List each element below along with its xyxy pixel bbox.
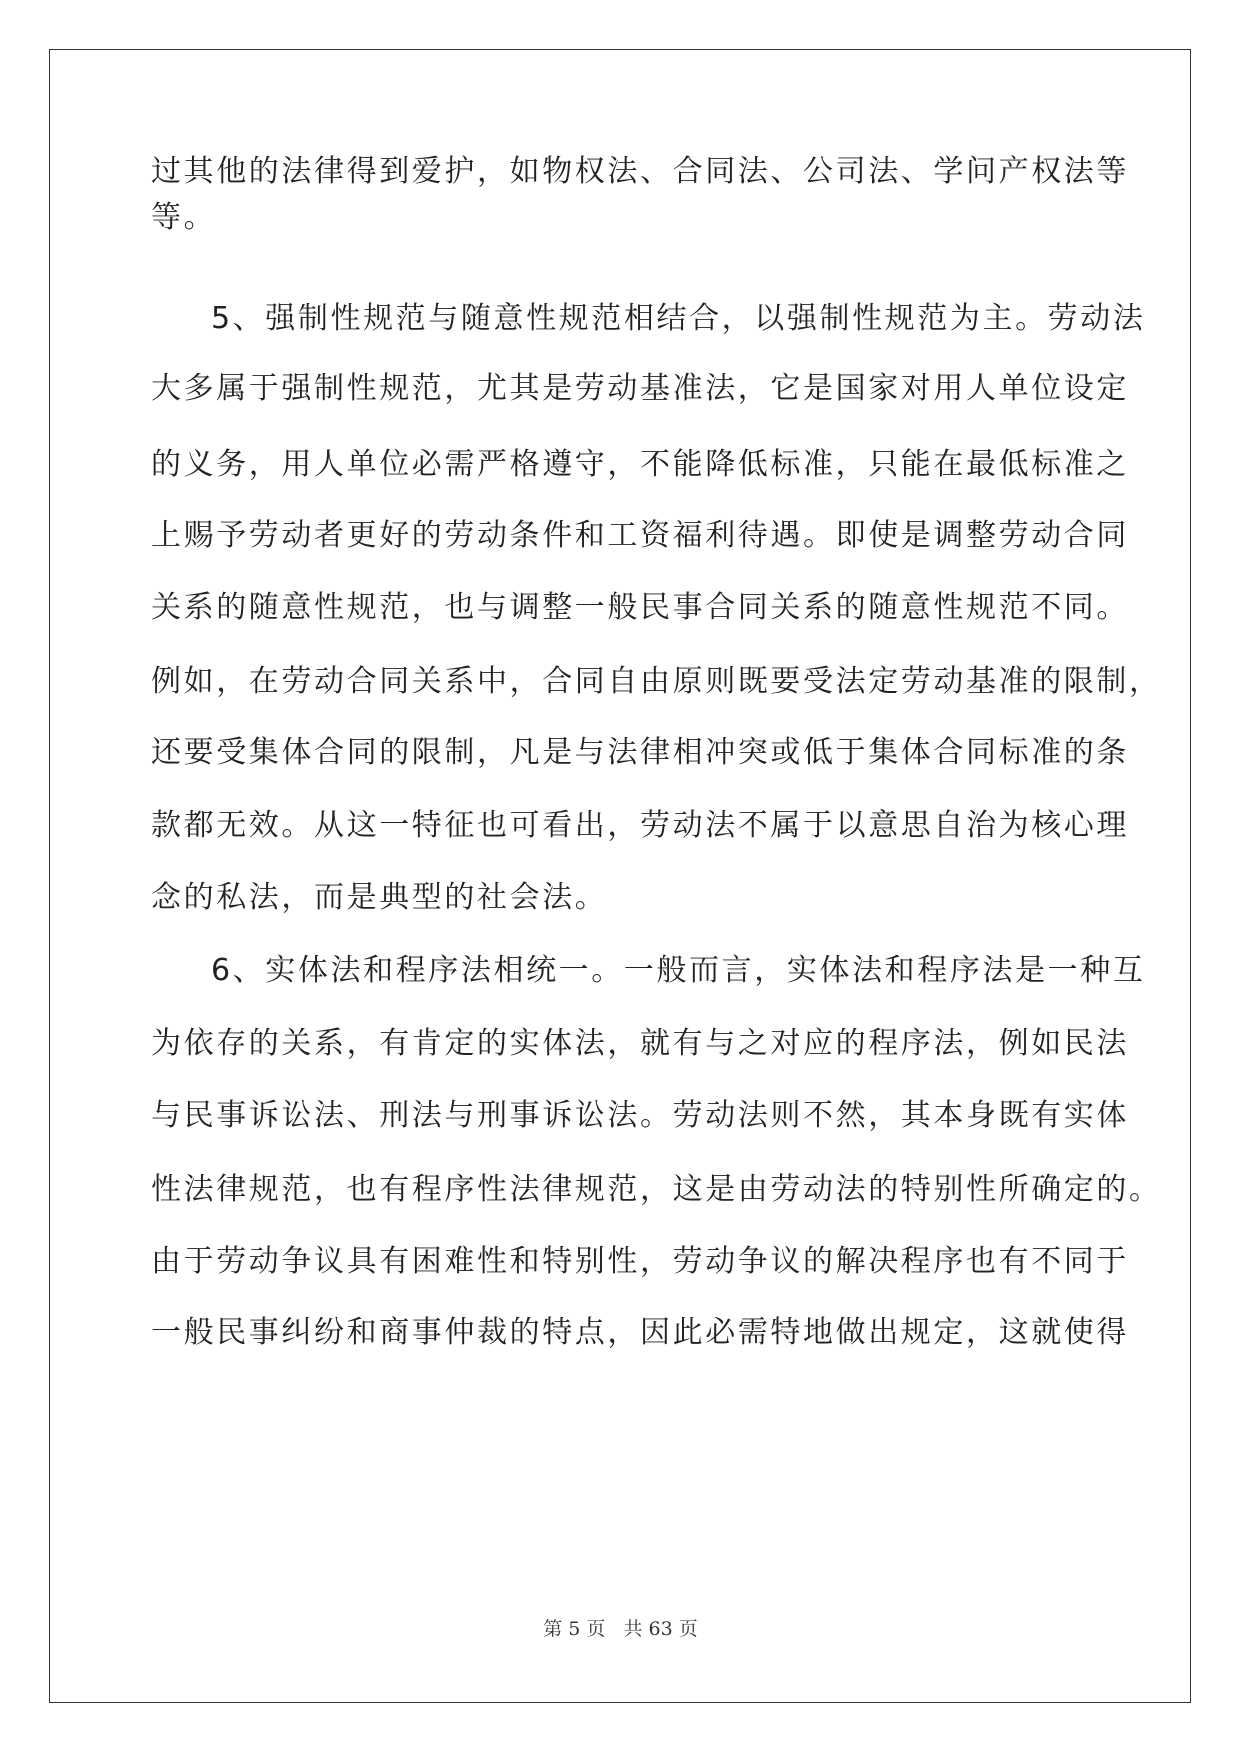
text-line: 大多属于强制性规范，尤其是劳动基准法，它是国家对用人单位设定 xyxy=(151,371,1129,406)
text-line: 例如，在劳动合同关系中，合同自由原则既要受法定劳动基准的限制， xyxy=(151,664,1162,699)
text-line: 还要受集体合同的限制，凡是与法律相冲突或低于集体合同标准的条 xyxy=(151,735,1129,770)
page-footer xyxy=(0,1614,1241,1641)
text-line: 等。 xyxy=(151,200,217,235)
text-line: 6、实体法和程序法相统一。一般而言，实体法和程序法是一种互 xyxy=(211,953,1146,988)
page-number: 第 5 页 共 63 页 xyxy=(543,1618,698,1640)
text-line: 由于劳动争议具有困难性和特别性，劳动争议的解决程序也有不同于 xyxy=(151,1244,1129,1279)
text-line: 念的私法，而是典型的社会法。 xyxy=(151,880,608,915)
text-line: 为依存的关系，有肯定的实体法，就有与之对应的程序法，例如民法 xyxy=(151,1026,1129,1061)
text-line: 的义务，用人单位必需严格遵守，不能降低标准，只能在最低标准之 xyxy=(151,447,1129,482)
page-border xyxy=(49,49,1191,1703)
text-line: 5、强制性规范与随意性规范相结合，以强制性规范为主。劳动法 xyxy=(211,301,1146,336)
text-line: 性法律规范，也有程序性法律规范，这是由劳动法的特别性所确定的。 xyxy=(151,1172,1162,1207)
text-line: 款都无效。从这一特征也可看出，劳动法不属于以意思自治为核心理 xyxy=(151,808,1129,843)
text-line: 与民事诉讼法、刑法与刑事诉讼法。劳动法则不然，其本身既有实体 xyxy=(151,1098,1129,1133)
text-line: 一般民事纠纷和商事仲裁的特点，因此必需特地做出规定，这就使得 xyxy=(151,1315,1129,1350)
text-line: 过其他的法律得到爱护，如物权法、合同法、公司法、学问产权法等 xyxy=(151,154,1129,189)
text-line: 关系的随意性规范，也与调整一般民事合同关系的随意性规范不同。 xyxy=(151,590,1129,625)
text-line: 上赐予劳动者更好的劳动条件和工资福利待遇。即使是调整劳动合同 xyxy=(151,518,1129,553)
